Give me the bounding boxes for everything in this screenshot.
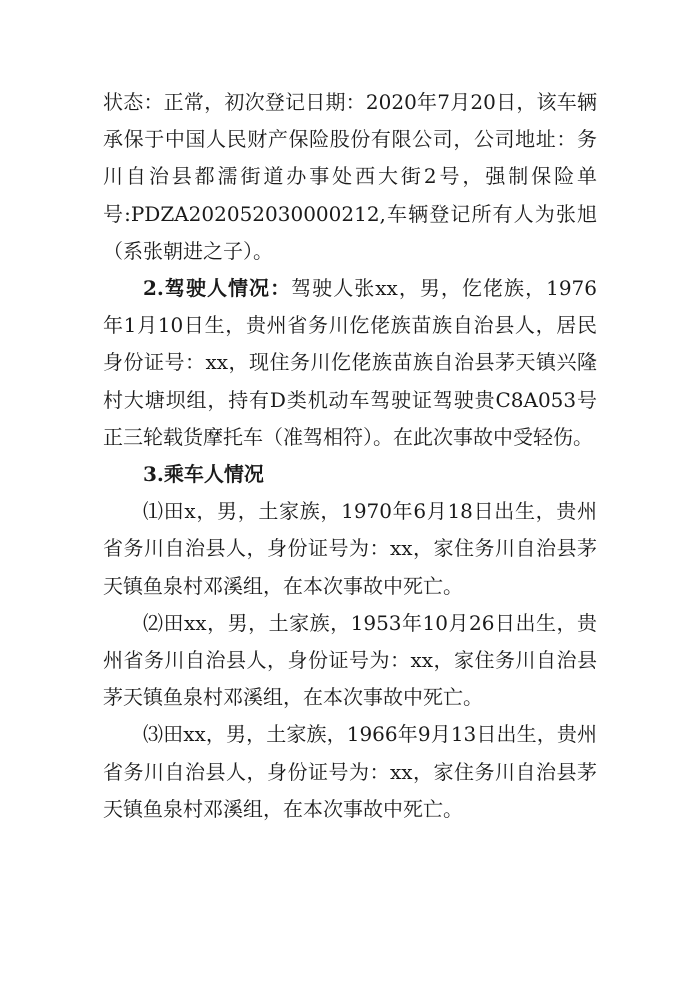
vehicle-status-paragraph: 状态：正常，初次登记日期：2020年7月20日，该车辆承保于中国人民财产保险股份有限公司，公司地址：务川自治县都濡街道办事处西大街2号，强制保险单号:PDZA202052030000212,车辆登记所有人为张旭（系张朝进之子）。 [103,90,597,263]
passenger-section-heading [103,456,597,493]
driver-section [103,270,597,456]
passenger-item-1: ⑴田x，男，土家族，1970年6月18日出生，贵州省务川自治县人，身份证号为：xx，家住务川自治县茅天镇鱼泉村邓溪组，在本次事故中死亡。 [103,499,597,598]
driver-section-number: 2. [143,276,164,301]
passenger-item-2: ⑵田xx，男，土家族，1953年10月26日出生，贵州省务川自治县人，身份证号为：xx，家住务川自治县茅天镇鱼泉村邓溪组，在本次事故中死亡。 [103,610,597,710]
document-body [103,84,597,828]
passenger-item-3: ⑶田xx，男，土家族，1966年9月13日出生，贵州省务川自治县人，身份证号为：xx，家住务川自治县茅天镇鱼泉村邓溪组，在本次事故中死亡。 [103,722,597,821]
driver-section-label: 驾驶人情况： [163,276,292,301]
passenger-section-number: 3. [143,462,164,487]
driver-info-text: 驾驶人张xx，男，仡佬族，1976年1月10日生，贵州省务川仡佬族苗族自治县人，居民身份证号：xx，现住务川仡佬族苗族自治县茅天镇兴隆村大塘坝组，持有D类机动车驾驶证驾驶贵C8A053号正三轮载货摩托车（准驾相符）。在此次事故中受轻伤。 [103,276,598,449]
passenger-section-label: 乘车人情况 [163,462,264,487]
